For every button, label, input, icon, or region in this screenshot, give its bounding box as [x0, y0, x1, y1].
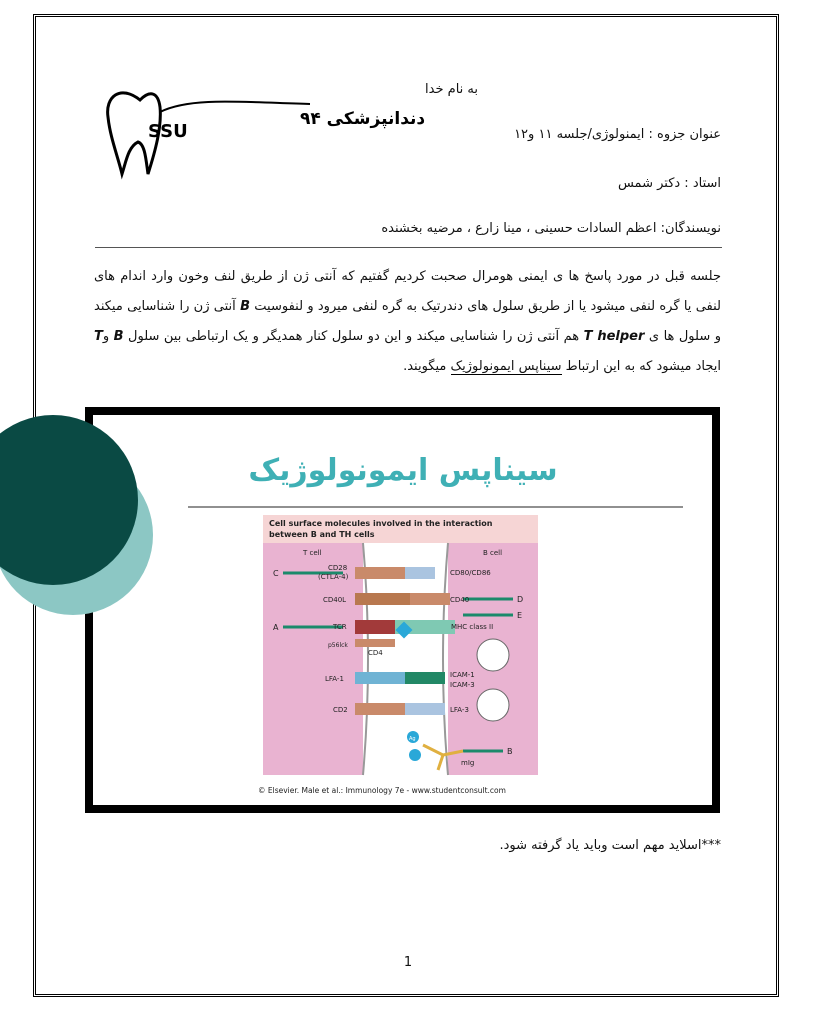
authors-line: نویسندگان: اعظم السادات حسینی ، مینا زارع ، مرضیه بخشنده [381, 221, 721, 236]
body-paragraph: جلسه قبل در مورد پاسخ ها ی ایمنی هومرال صحبت کردیم گفتیم که آنتی ژن از طریق لنف وخون وارد اندام های لنفی یا گره لنفی میشود یا از طریق سلول های دندرتیک به گره لنفی میرود و لنفوسیت B آنتی ژن را شناسایی میکند و سلول ها ی T helper هم آنتی ژن را شناسایی میکند و این دو سلول کنار همدیگر و یک ارتباطی بین سلول B وT ایجاد میشود که به این ارتباط سیناپس ایمونولوژیک میگویند. [94, 269, 721, 374]
svg-text:LFA-1: LFA-1 [325, 675, 344, 683]
svg-text:p56lck: p56lck [328, 642, 348, 649]
arrow-c: C [273, 569, 279, 578]
svg-text:LFA-3: LFA-3 [450, 706, 469, 714]
slide-figure [93, 415, 712, 805]
svg-text:ICAM-1: ICAM-1 [450, 671, 475, 679]
svg-text:TCR: TCR [333, 623, 347, 631]
slide-title: سیناپس ایمونولوژیک [248, 453, 558, 488]
fig-caption-1: Cell surface molecules involved in the interaction [269, 519, 493, 528]
figure-credit: © Elsevier. Male et al.: Immunology 7e - www.studentconsult.com [258, 786, 506, 795]
logo-text: دندانپزشکی ۹۴ [300, 109, 426, 129]
svg-text:(CTLA-4): (CTLA-4) [318, 573, 349, 581]
svg-text:MHC class II: MHC class II [451, 623, 494, 631]
divider [95, 247, 722, 248]
basmala: به نام خدا [425, 82, 478, 97]
teacher-line: استاد : دکتر شمس [617, 176, 721, 191]
svg-text:CD40L: CD40L [323, 596, 347, 604]
title-line: عنوان جزوه : ایمنولوژی/جلسه ۱۱ و۱۲ [514, 127, 721, 142]
underlined-term: سیناپس ایمونولوژیک [450, 359, 562, 374]
arrow-a: A [273, 623, 279, 632]
logo-badge: SSU [148, 121, 188, 142]
svg-text:CD28: CD28 [328, 564, 348, 572]
svg-text:mIg: mIg [461, 759, 475, 767]
note: ***اسلاید مهم است وباید یاد گرفته شود. [499, 838, 721, 853]
svg-text:CD4: CD4 [368, 649, 383, 657]
svg-text:CD2: CD2 [333, 706, 348, 714]
page-number: 1 [403, 955, 413, 970]
slide [93, 415, 712, 805]
logo [100, 82, 426, 182]
arrow-b: B [507, 747, 513, 756]
b-cell-label: B cell [483, 549, 503, 557]
arrow-d: D [517, 595, 524, 604]
svg-text:CD80/CD86: CD80/CD86 [450, 569, 491, 577]
fig-caption-2: between B and TH cells [269, 530, 375, 539]
svg-text:ICAM-3: ICAM-3 [450, 681, 475, 689]
svg-text:Ag: Ag [409, 736, 416, 742]
svg-text:CD40: CD40 [450, 596, 470, 604]
arrow-e: E [517, 611, 523, 620]
slide-frame [85, 407, 720, 813]
t-cell-label: T cell [303, 549, 322, 557]
